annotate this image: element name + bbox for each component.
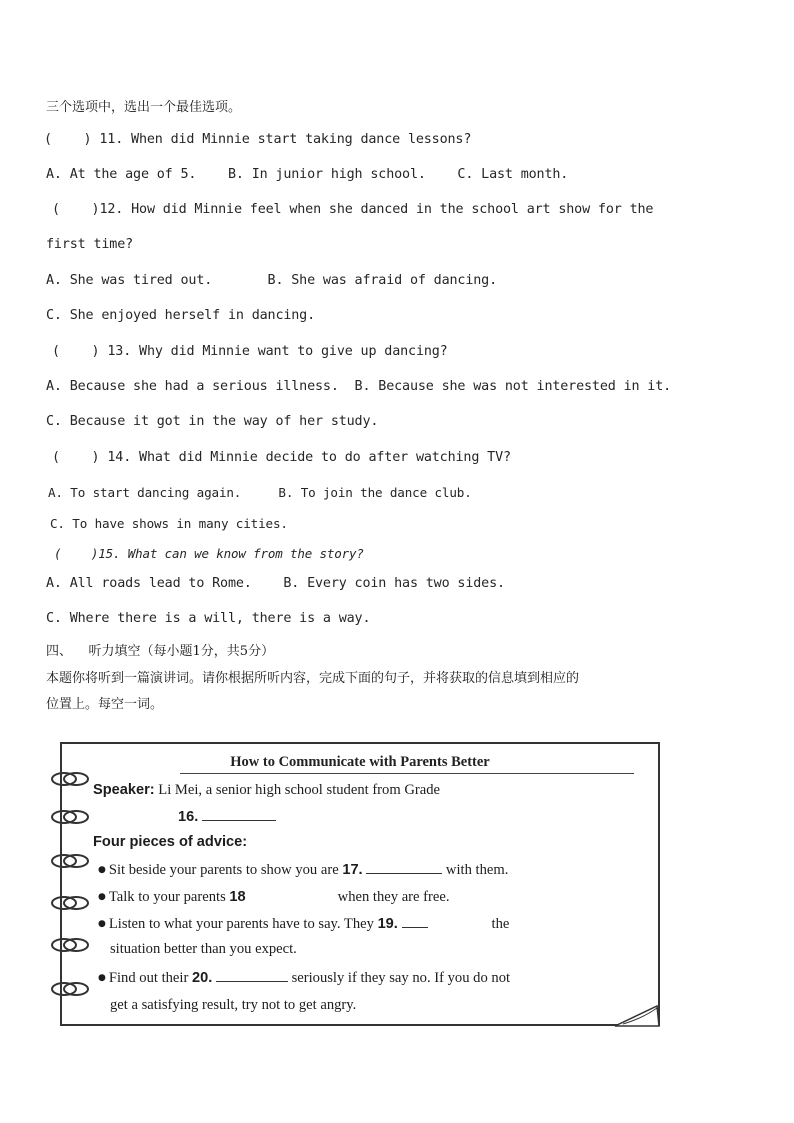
section-instruction: 三个选项中，选出一个最佳选项。 — [46, 100, 242, 115]
advice-3-text: Listen to what your parents have to say. They — [108, 916, 378, 932]
advice-2 — [98, 888, 449, 906]
blank-16-line — [178, 808, 276, 826]
advice-3 — [98, 915, 509, 933]
question-14-options-a-b: A. To start dancing again. B. To join the dance club. — [48, 485, 472, 500]
spiral-ring-icon — [50, 808, 92, 826]
question-13-options-a-b: A. Because she had a serious illness. B. Because she was not interested in it. — [46, 379, 672, 394]
bullet-icon: ● — [98, 865, 106, 875]
advice-heading-line — [93, 834, 247, 851]
section4-instruction-line1: 本题你将听到一篇演讲词。请你根据所听内容，完成下面的句子，并将获取的信息填到相应的 — [46, 671, 580, 686]
box-title: How to Communicate with Parents Better — [230, 754, 490, 770]
question-12: ( )12. How did Minnie feel when she danced in the school art show for the — [52, 202, 654, 217]
question-12-options-a-b: A. She was tired out. B. She was afraid of dancing. — [46, 273, 497, 288]
question-14-option-c: C. To have shows in many cities. — [50, 516, 288, 531]
question-12-option-c: C. She enjoyed herself in dancing. — [46, 308, 316, 323]
blank-18-number: 18 — [229, 889, 246, 905]
advice-4-line2: get a satisfying result, try not to get angry. — [110, 997, 357, 1013]
question-15: ( )15. What can we know from the story? — [54, 546, 364, 561]
blank-16[interactable] — [202, 808, 276, 821]
blank-16-number: 16. — [178, 809, 199, 825]
speaker-line — [93, 782, 440, 799]
advice-4-text: Find out their — [108, 970, 192, 986]
section4-heading: 四、 听力填空（每小题1分，共5分） — [46, 644, 275, 659]
question-12-cont: first time? — [46, 237, 134, 252]
blank-18[interactable] — [246, 888, 338, 901]
spiral-ring-icon — [50, 852, 92, 870]
advice-3-line2: situation better than you expect. — [110, 941, 297, 957]
spiral-ring-icon — [50, 894, 92, 912]
question-13: ( ) 13. Why did Minnie want to give up dancing? — [52, 344, 448, 359]
bullet-icon: ● — [98, 892, 106, 902]
advice-2-text: Talk to your parents — [108, 889, 230, 905]
advice-4 — [98, 969, 510, 987]
question-15-options-a-b: A. All roads lead to Rome. B. Every coin has two sides. — [46, 576, 505, 591]
blank-20[interactable] — [216, 969, 288, 982]
speaker-label: Speaker: — [93, 782, 155, 798]
blank-17[interactable] — [366, 861, 442, 874]
blank-17-number: 17. — [342, 862, 363, 878]
spiral-ring-icon — [50, 770, 92, 788]
speaker-text: Li Mei, a senior high school student from Grade — [154, 782, 440, 798]
question-11: ( ) 11. When did Minnie start taking dance lessons? — [44, 132, 472, 147]
question-14: ( ) 14. What did Minnie decide to do after watching TV? — [52, 450, 511, 465]
advice-2-text-end: when they are free. — [337, 889, 450, 905]
question-13-option-c: C. Because it got in the way of her study. — [46, 414, 379, 429]
advice-1-text-end: with them. — [442, 862, 509, 878]
listening-box — [60, 742, 660, 1026]
advice-heading: Four pieces of advice: — [93, 834, 248, 850]
blank-19-number: 19. — [377, 916, 398, 932]
bullet-icon: ● — [98, 919, 106, 929]
question-15-option-c: C. Where there is a will, there is a way. — [46, 611, 371, 626]
title-underline — [180, 773, 634, 774]
advice-4-text-end: seriously if they say no. If you do not — [287, 970, 511, 986]
spiral-ring-icon — [50, 980, 92, 998]
advice-1 — [98, 861, 508, 879]
blank-19[interactable] — [402, 915, 428, 928]
bullet-icon: ● — [98, 973, 106, 983]
advice-1-text: Sit beside your parents to show you are — [108, 862, 343, 878]
advice-3-text-end: the — [491, 916, 510, 932]
spiral-ring-icon — [50, 936, 92, 954]
blank-20-number: 20. — [191, 970, 213, 986]
question-11-options: A. At the age of 5. B. In junior high school. C. Last month. — [46, 167, 569, 182]
page-curl-icon — [613, 1004, 661, 1028]
section4-instruction-line2: 位置上。每空一词。 — [46, 697, 164, 712]
